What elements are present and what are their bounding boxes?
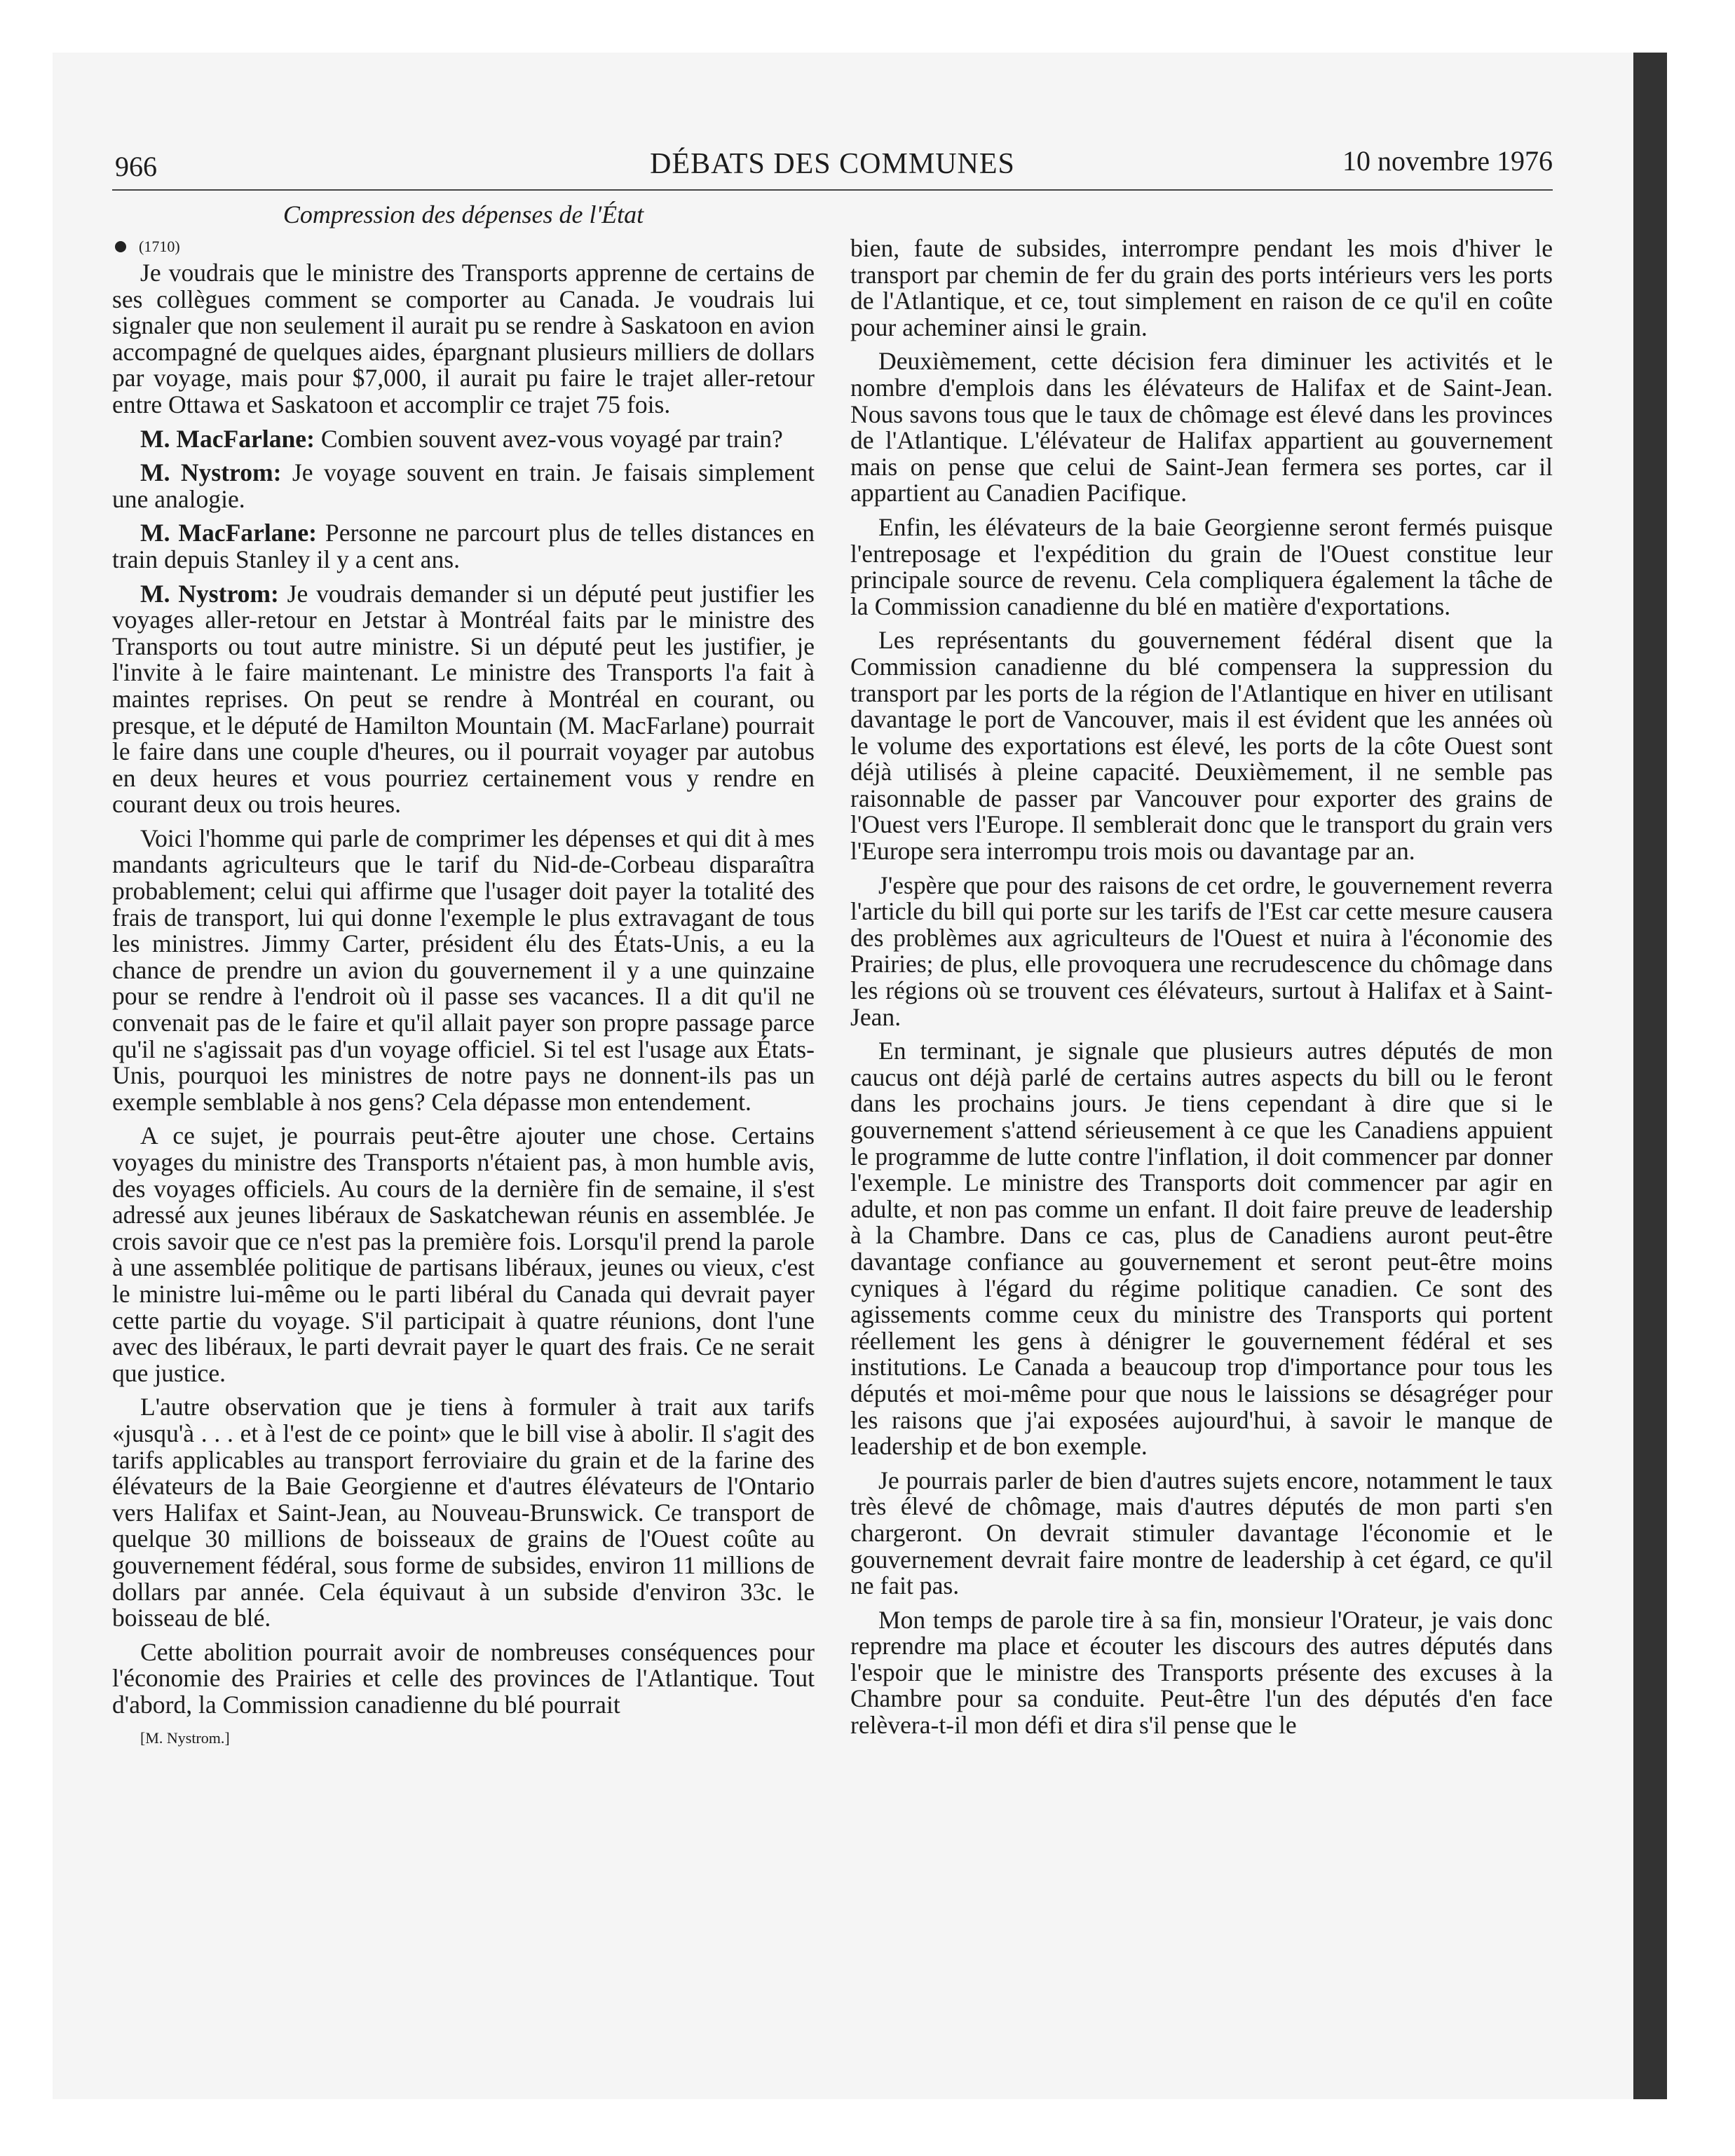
- paragraph: Deuxièmement, cette décision fera diminuer les activités et le nombre d'emplois dans les élévateurs de Halifax et de Saint-Jean. Nous savons tous que le taux de chômage est élevé dans les provinces de l'Atlantique. L'élévateur de Halifax appartient au gouvernement mais on pense que celui de Saint-Jean fermera ses portes, car il appartient au Canadien Pacifique.: [850, 347, 1553, 507]
- paragraph: Je pourrais parler de bien d'autres sujets encore, notamment le taux très élevé de chômage, mais d'autres députés de mon parti s'en chargeront. On devrait stimuler davantage l'économie et le gouvernement devrait faire montre de leadership à cet égard, ce qu'il ne fait pas.: [850, 1466, 1553, 1600]
- speaker-name: M. Nystrom:: [140, 458, 282, 487]
- paragraph: En terminant, je signale que plusieurs autres députés de mon caucus ont déjà parlé de certains autres aspects du bill ou le feront dans les prochains jours. Je tiens cependant à dire que si le gouvernement s'attend sérieusement à ce que les Canadiens appuient le programme de lutte contre l'inflation, il doit commencer par donner l'exemple. Le ministre des Transports doit commencer par agir en adulte, et non pas comme un enfant. Il doit faire preuve de leadership à la Chambre. Dans ce cas, plus de Canadiens auront peut-être davantage confiance au gouvernement et seront peut-être moins cyniques à l'égard du régime politique canadien. Ce sont des agissements comme ceux du ministre des Transports qui portent réellement les gens à dénigrer le gouvernement fédéral et ses institutions. Le Canada a beaucoup trop d'importance pour tous les députés et moi-même pour que nous le laissions se désagréger pour les raisons que j'ai exposées aujourd'hui, à savoir le manque de leadership et de bon exemple.: [850, 1037, 1553, 1461]
- time-marker-text: (1710): [139, 238, 180, 255]
- paragraph: Les représentants du gouvernement fédéral disent que la Commission canadienne du blé compensera la suppression du transport par les ports de la région de l'Atlantique en hiver en utilisant davantage le port de Vancouver, mais il est évident que les années où le volume des exportations est élevé, les ports de la côte Ouest sont déjà utilisés à pleine capacité. Deuxièmement, il ne semble pas raisonnable de passer par Vancouver pour exporter des grains de l'Ouest vers l'Europe. Il semblerait donc que le transport du grain vers l'Europe sera interrompu trois mois ou davantage par an.: [850, 626, 1553, 866]
- speech-text: Je voudrais demander si un député peut justifier les voyages aller-retour en Jetstar à Montréal faits par le ministre des Transports ou tout autre ministre. Si un député peut les justifier, je l'invite à le faire maintenant. Le ministre des Transports l'a fait à maintes reprises. On peut se rendre à Montréal en courant, ou presque, et le député de Hamilton Mountain (M. MacFarlane) pourrait le faire dans une couple d'heures, ou il pourrait voyager par autobus en deux heures et vous pourriez certainement vous y rendre en courant deux ou trois heures.: [112, 579, 815, 819]
- paragraph: bien, faute de subsides, interrompre pendant les mois d'hiver le transport par chemin de fer du grain des ports intérieurs vers les ports de l'Atlantique, et ce, tout simplement en raison de ce qu'il en coûte pour acheminer ainsi le grain.: [850, 234, 1553, 341]
- speaker-name: M. MacFarlane:: [140, 424, 315, 453]
- scan-edge-bar: [1633, 53, 1667, 2099]
- paragraph: Je voudrais que le ministre des Transports apprenne de certains de ses collègues comment se comporter au Canada. Je voudrais lui signaler que non seulement il aurait pu se rendre à Saskatoon en avion accompagné de quelques aides, épargnant plusieurs milliers de dollars par voyage, mais pour $7,000, il aurait pu faire le trajet aller-retour entre Ottawa et Saskatoon et accomplir ce trajet 75 fois.: [112, 259, 815, 418]
- page-header: [112, 140, 1553, 191]
- publication-title: DÉBATS DES COMMUNES: [650, 148, 1015, 180]
- time-marker: [112, 235, 815, 259]
- speech-turn: [112, 520, 815, 573]
- paragraph: L'autre observation que je tiens à formuler à trait aux tarifs «jusqu'à . . . et à l'est de ce point» que le bill vise à abolir. Il s'agit des tarifs applicables au transport ferroviaire du grain et de la farine des élévateurs de la Baie Georgienne et d'autres élévateurs de l'Ontario vers Halifax et Saint-Jean, au Nouveau-Brunswick. Ce transport de quelque 30 millions de boisseaux de grains de l'Ouest coûte au gouvernement fédéral, sous forme de subsides, environ 11 millions de dollars par année. Cela équivaut à un subside d'environ 33c. le boisseau de blé.: [112, 1393, 815, 1632]
- speech-turn: [112, 460, 815, 512]
- bullet-dot-icon: [115, 241, 126, 252]
- paragraph: Voici l'homme qui parle de comprimer les dépenses et qui dit à mes mandants agriculteurs que le tarif du Nid-de-Corbeau disparaîtra probablement; celui qui affirme que l'usager doit payer la totalité des frais de transport, lui qui donne l'exemple le plus extravagant de tous les ministres. Jimmy Carter, président élu des États-Unis, a eu la chance de prendre un avion du gouvernement il y a une quinzaine pour se rendre à l'endroit où il passe ses vacances. Il a dit qu'il ne convenait pas de le faire et qu'il allait payer son propre passage parce qu'il ne s'agissait pas d'un voyage officiel. Si tel est l'usage aux États-Unis, pourquoi les ministres de notre pays ne donnent-ils pas un exemple semblable à nos gens? Cela dépasse mon entendement.: [112, 824, 815, 1116]
- speech-text: Je voyage souvent en train. Je faisais simplement une analogie.: [112, 458, 815, 513]
- speech-text: Personne ne parcourt plus de telles distances en train depuis Stanley il y a cent ans.: [112, 519, 815, 573]
- section-title: Compression des dépenses de l'État: [283, 200, 644, 228]
- paragraph: A ce sujet, je pourrais peut-être ajouter une chose. Certains voyages du ministre des Transports n'étaient pas, à mon humble avis, des voyages officiels. Au cours de la dernière fin de semaine, il s'est adressé aux jeunes libéraux de Saskatchewan réunis en assemblée. Je crois savoir que ce n'est pas la première fois. Lorsqu'il prend la parole à une assemblée politique de partisans libéraux, jeunes ou vieux, c'est le ministre lui-même ou le parti libéral du Canada qui devrait payer cette partie du voyage. S'il participait à quatre réunions, dont l'une avec des libéraux, le parti devrait payer le quart des frais. Ce ne serait que justice.: [112, 1121, 815, 1387]
- speaker-footer-tag: [M. Nystrom.]: [140, 1729, 230, 1747]
- left-column: [112, 200, 815, 1749]
- paragraph: Mon temps de parole tire à sa fin, monsieur l'Orateur, je vais donc reprendre ma place et écouter les discours des autres députés dans l'espoir que le ministre des Transports présente des excuses à la Chambre pour sa conduite. Peut-être l'un des députés d'en face relèvera-t-il mon défi et dira s'il pense que le: [850, 1605, 1553, 1740]
- speech-turn: [112, 426, 815, 453]
- right-column: [850, 236, 1553, 1747]
- page-number: 966: [115, 151, 157, 182]
- speaker-name: M. MacFarlane:: [140, 519, 317, 547]
- paragraph: Cette abolition pourrait avoir de nombreuses conséquences pour l'économie des Prairies et celle des provinces de l'Atlantique. Tout d'abord, la Commission canadienne du blé pourrait: [112, 1637, 815, 1719]
- paragraph: J'espère que pour des raisons de cet ordre, le gouvernement reverra l'article du bill qui porte sur les tarifs de l'Est car cette mesure causera des problèmes aux agriculteurs de l'Ouest et nuira à l'économie des Prairies; de plus, elle provoquera une recrudescence du chômage dans les régions où se trouvent ces élévateurs, surtout à Halifax et à Saint-Jean.: [850, 871, 1553, 1031]
- paragraph: Enfin, les élévateurs de la baie Georgienne seront fermés puisque l'entreposage et l'expédition du grain de l'Ouest constitue leur principale source de revenu. Cela compliquera également la tâche de la Commission canadienne du blé en matière d'exportations.: [850, 512, 1553, 620]
- speaker-name: M. Nystrom:: [140, 579, 279, 608]
- speech-turn: [112, 581, 815, 818]
- speech-text: Combien souvent avez-vous voyagé par train?: [314, 424, 783, 453]
- publication-date: 10 novembre 1976: [1342, 145, 1553, 177]
